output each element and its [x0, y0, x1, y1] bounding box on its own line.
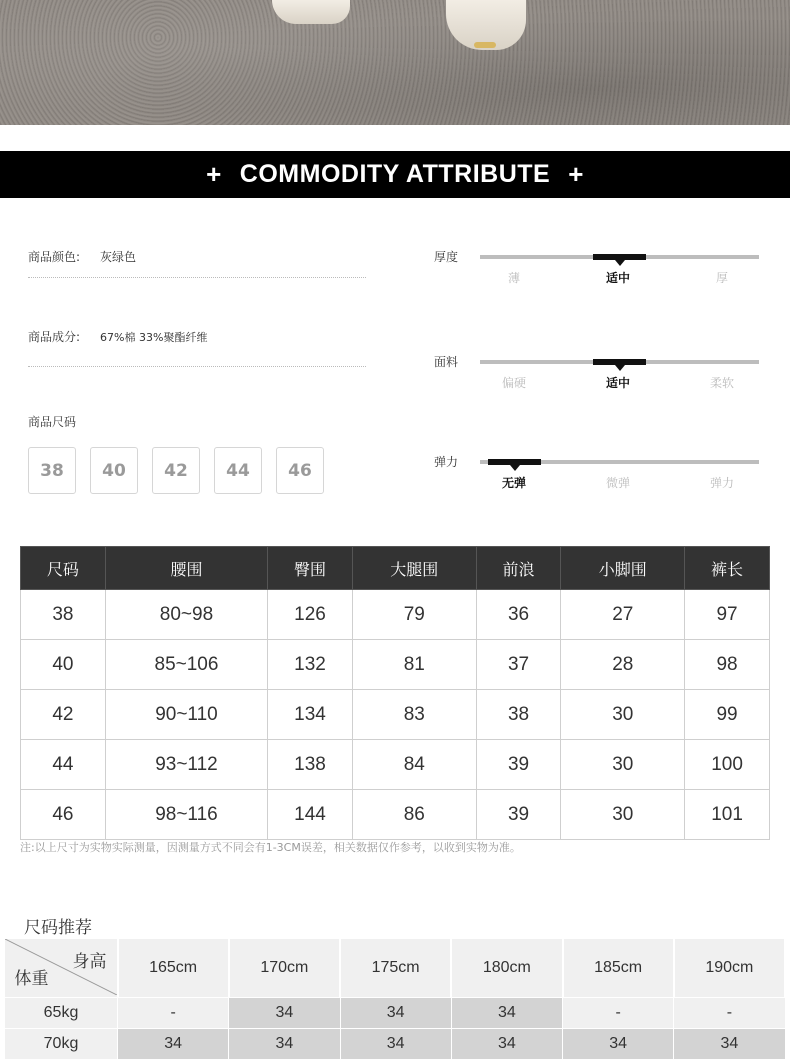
table-cell: 30: [561, 790, 685, 840]
height-header: 185cm: [563, 939, 674, 998]
weight-cell: 70kg: [5, 1029, 118, 1060]
table-cell: 79: [352, 590, 476, 640]
table-cell: 97: [685, 590, 770, 640]
table-cell: 39: [476, 790, 561, 840]
table-cell: 34: [451, 1029, 562, 1060]
header-thigh: 大腿围: [352, 547, 476, 590]
fabric-indicator: [593, 359, 646, 365]
fabric-option-soft: 柔软: [709, 376, 734, 390]
size-label: 商品尺码: [28, 415, 77, 429]
color-value: 灰绿色: [100, 250, 137, 264]
fabric-option-medium: 适中: [605, 376, 630, 390]
commodity-attribute-banner: [0, 151, 790, 198]
table-header-row: [21, 547, 770, 590]
table-cell: 39: [476, 740, 561, 790]
table-row: [21, 590, 770, 640]
thickness-label: 厚度: [434, 250, 459, 264]
table-row: [21, 640, 770, 690]
height-label: 身高: [72, 952, 107, 971]
table-cell: 81: [352, 640, 476, 690]
table-cell: 28: [561, 640, 685, 690]
size-recommend-table: [4, 939, 786, 1060]
height-header: 190cm: [674, 939, 785, 998]
table-cell: 83: [352, 690, 476, 740]
elasticity-indicator: [488, 459, 541, 465]
table-cell: 98~116: [105, 790, 267, 840]
table-cell: 34: [229, 998, 340, 1029]
right-shoe: [446, 0, 526, 50]
material-value: 67%棉 33%聚酯纤维: [100, 331, 208, 344]
size-table: [20, 546, 770, 840]
table-cell: 38: [476, 690, 561, 740]
table-cell: 46: [21, 790, 106, 840]
elasticity-option-slight: 微弹: [605, 476, 630, 490]
table-cell: 30: [561, 740, 685, 790]
thickness-indicator: [593, 254, 646, 260]
product-photo: [0, 0, 790, 125]
table-cell: 90~110: [105, 690, 267, 740]
table-cell: 34: [229, 1029, 340, 1060]
plus-icon: +: [568, 159, 584, 189]
thickness-option-thin: 薄: [507, 271, 520, 285]
size-option-42[interactable]: 42: [152, 447, 200, 494]
table-cell: 44: [21, 740, 106, 790]
table-cell: 101: [685, 790, 770, 840]
plus-icon: +: [206, 159, 222, 189]
size-option-40[interactable]: 40: [90, 447, 138, 494]
table-row: [5, 1029, 786, 1060]
corner-cell: [5, 939, 118, 998]
banner-title: COMMODITY ATTRIBUTE: [239, 160, 551, 188]
table-cell: 144: [268, 790, 353, 840]
header-leg-opening: 小脚围: [561, 547, 685, 590]
height-header: 170cm: [229, 939, 340, 998]
thickness-option-medium: 适中: [605, 271, 630, 285]
material-attribute: [28, 328, 207, 345]
weight-label: 体重: [14, 969, 49, 988]
table-cell: 27: [561, 590, 685, 640]
header-waist: 腰围: [105, 547, 267, 590]
size-option-38[interactable]: 38: [28, 447, 76, 494]
height-header: 165cm: [118, 939, 229, 998]
size-option-44[interactable]: 44: [214, 447, 262, 494]
measurement-note: 注:以上尺寸为实物实际测量，因测量方式不同会有1-3CM误差，相关数据仅作参考，以收到实物为准。: [20, 841, 521, 854]
fabric-option-hard: 偏硬: [501, 376, 526, 390]
table-cell: 85~106: [105, 640, 267, 690]
table-row: [21, 690, 770, 740]
table-cell: 86: [352, 790, 476, 840]
table-cell: 34: [674, 1029, 785, 1060]
table-cell: 80~98: [105, 590, 267, 640]
table-cell: 37: [476, 640, 561, 690]
fabric-label: 面料: [434, 355, 459, 369]
table-cell: -: [118, 998, 229, 1029]
header-size: 尺码: [21, 547, 106, 590]
table-cell: 40: [21, 640, 106, 690]
table-cell: 34: [451, 998, 562, 1029]
size-option-46[interactable]: 46: [276, 447, 324, 494]
table-cell: 93~112: [105, 740, 267, 790]
elasticity-option-none: 无弹: [501, 476, 526, 490]
table-cell: 42: [21, 690, 106, 740]
material-label: 商品成分:: [28, 330, 81, 344]
table-cell: 99: [685, 690, 770, 740]
table-cell: 138: [268, 740, 353, 790]
height-header: 175cm: [340, 939, 451, 998]
color-label: 商品颜色:: [28, 250, 81, 264]
color-attribute: [28, 248, 136, 265]
table-row: [5, 998, 786, 1029]
left-shoe: [272, 0, 350, 24]
table-cell: -: [563, 998, 674, 1029]
table-row: [21, 740, 770, 790]
table-cell: 100: [685, 740, 770, 790]
table-cell: 30: [561, 690, 685, 740]
weight-cell: 65kg: [5, 998, 118, 1029]
table-cell: 84: [352, 740, 476, 790]
table-cell: 34: [563, 1029, 674, 1060]
divider: [28, 366, 366, 367]
table-cell: -: [674, 998, 785, 1029]
divider: [28, 277, 366, 278]
table-cell: 132: [268, 640, 353, 690]
elasticity-label: 弹力: [434, 455, 459, 469]
table-cell: 98: [685, 640, 770, 690]
elasticity-option-stretch: 弹力: [709, 476, 734, 490]
table-cell: 34: [118, 1029, 229, 1060]
recommend-header-row: [5, 939, 786, 998]
table-cell: 134: [268, 690, 353, 740]
thickness-option-thick: 厚: [715, 271, 728, 285]
table-row: [21, 790, 770, 840]
table-cell: 34: [340, 1029, 451, 1060]
height-header: 180cm: [451, 939, 562, 998]
table-cell: 36: [476, 590, 561, 640]
table-cell: 126: [268, 590, 353, 640]
table-cell: 38: [21, 590, 106, 640]
header-length: 裤长: [685, 547, 770, 590]
header-hip: 臀围: [268, 547, 353, 590]
header-front-rise: 前浪: [476, 547, 561, 590]
table-cell: 34: [340, 998, 451, 1029]
size-recommend-title: 尺码推荐: [24, 918, 92, 938]
